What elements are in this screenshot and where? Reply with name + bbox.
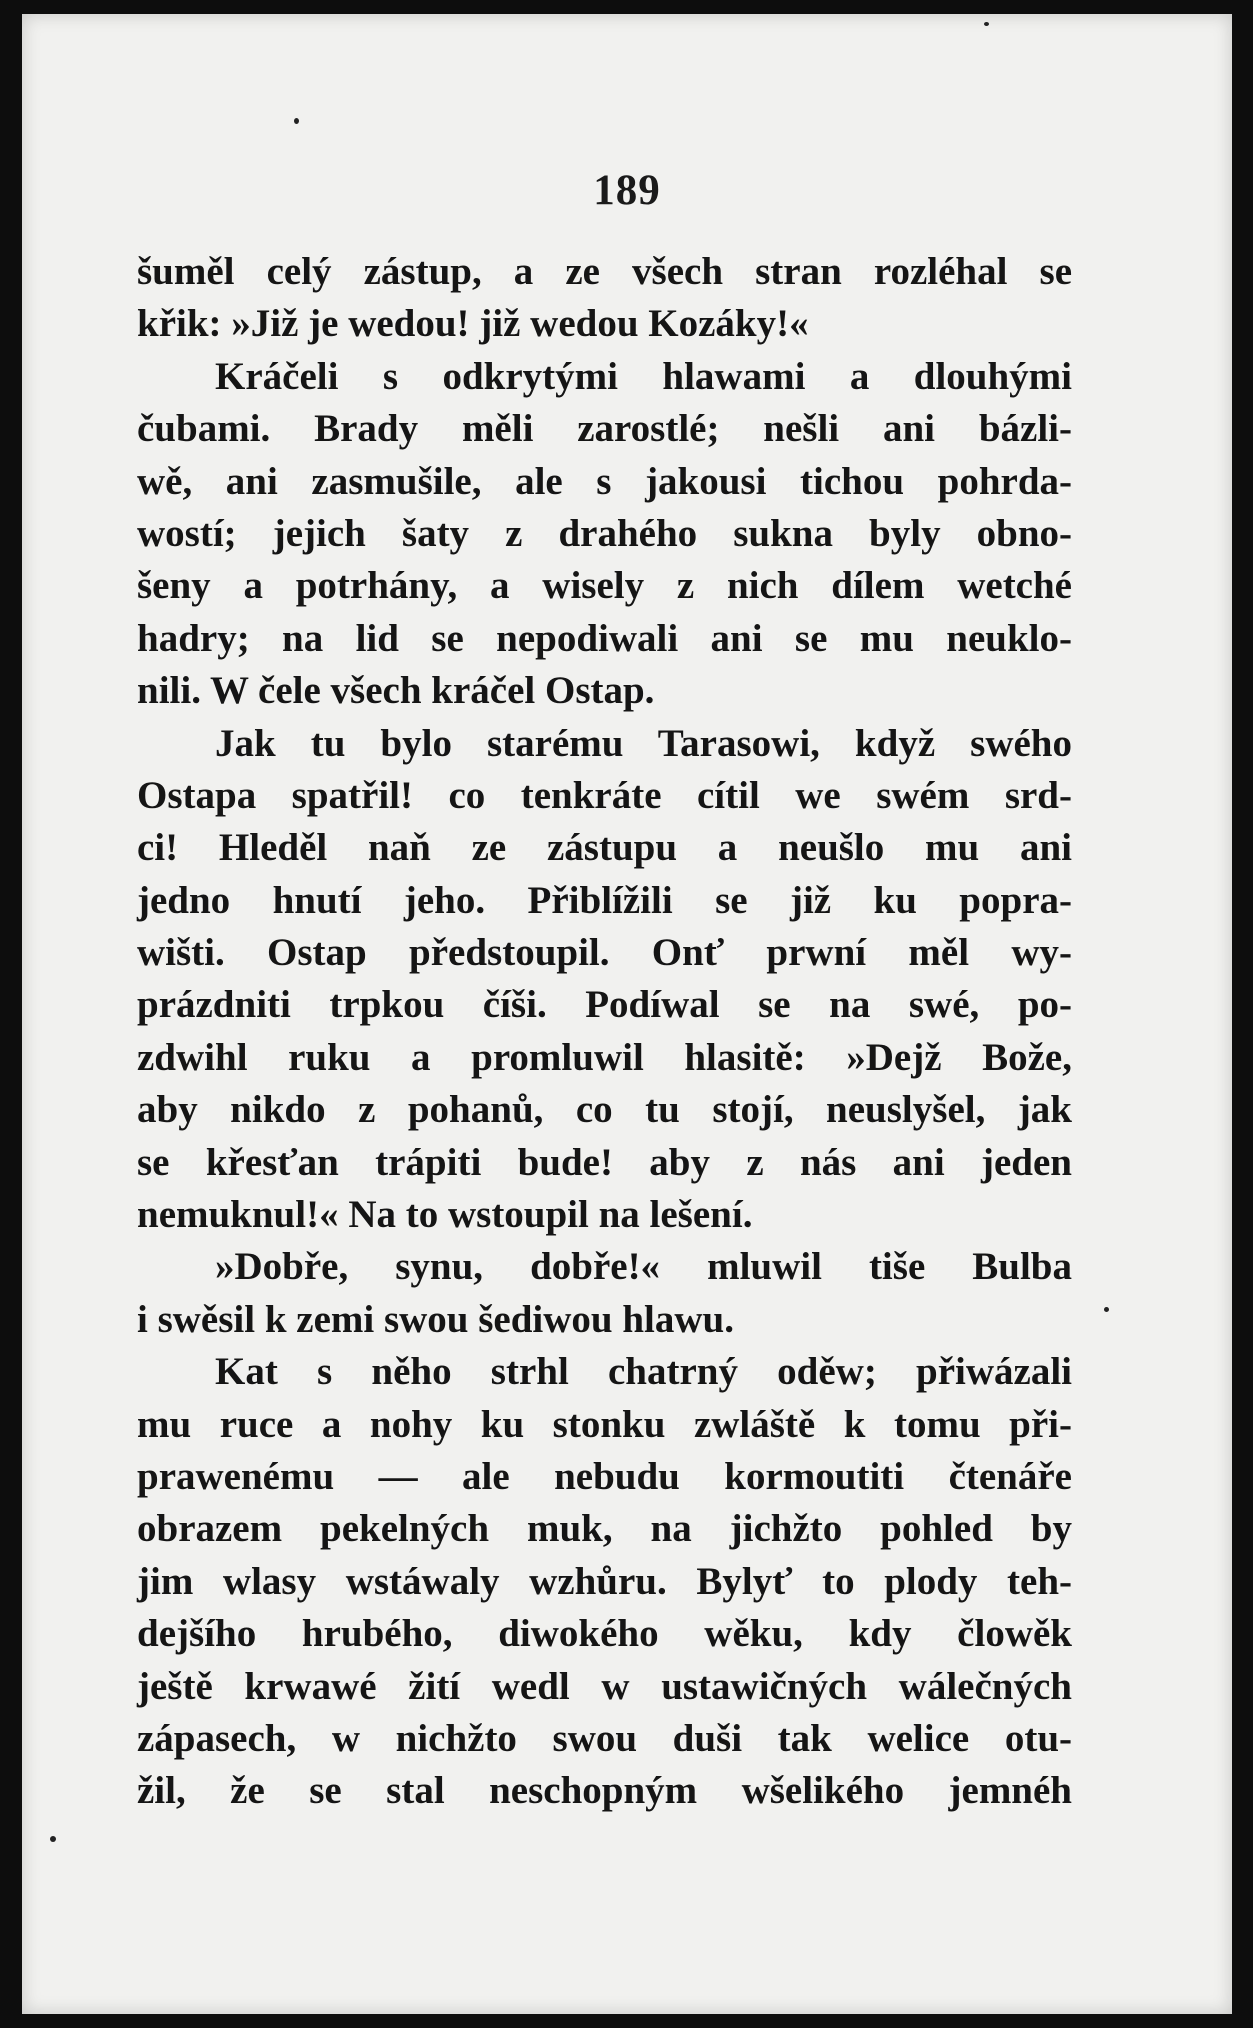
text-line: aby nikdo z pohanů, co tu stojí, neuslyšel, jak [137, 1088, 1072, 1132]
print-speck [50, 1836, 56, 1842]
text-line: zápasech, w nichžto swou duši tak welice otu- [137, 1716, 1072, 1760]
text-line: šuměl celý zástup, a ze všech stran rozléhal se [137, 250, 1072, 293]
text-line: křik: »Již je wedou! již wedou Kozáky!« [137, 302, 809, 346]
text-line: jim wlasy wstáwaly wzhůru. Bylyť to plody teh- [137, 1559, 1072, 1603]
text-line: »Dobře, synu, dobře!« mluwil tiše Bulba [215, 1245, 1072, 1289]
text-line: ci! Hleděl naň ze zástupu a neušlo mu ani [137, 826, 1072, 870]
text-line: zdwihl ruku a promluwil hlasitě: »Dejž Bože, [137, 1035, 1072, 1079]
text-line: mu ruce a nohy ku stonku zwláště k tomu při- [137, 1402, 1072, 1446]
text-line: nemuknul!« Na to wstoupil na lešení. [137, 1193, 753, 1237]
text-line: dejšího hrubého, diwokého wěku, kdy člowěk [137, 1612, 1072, 1656]
text-line: prázdniti trpkou číši. Podíwal se na swé, po- [137, 983, 1072, 1027]
text-line: jedno hnutí jeho. Přiblížili se již ku popra- [137, 878, 1072, 922]
text-line: hadry; na lid se nepodiwali ani se mu neuklo- [137, 616, 1072, 660]
book-page [22, 14, 1232, 2014]
body-text [137, 246, 1072, 1818]
text-line: šeny a potrhány, a wisely z nich dílem wetché [137, 564, 1072, 608]
text-line: Ostapa spatřil! co tenkráte cítil we swém srd- [137, 773, 1072, 817]
print-speck [984, 22, 989, 26]
text-line: ještě krwawé žití wedl w ustawičných wálečných [137, 1664, 1072, 1708]
text-line: žil, že se stal neschopným wšelikého jemnéh [137, 1769, 1072, 1813]
text-line: Kat s něho strhl chatrný oděw; přiwázali [215, 1350, 1072, 1394]
page-number: 189 [593, 167, 661, 214]
text-line: wostí; jejich šaty z drahého sukna byly obno- [137, 511, 1072, 555]
print-speck [1104, 1307, 1109, 1312]
text-line: prawenému — ale nebudu kormoutiti čtenáře [137, 1454, 1072, 1498]
text-line: wě, ani zasmušile, ale s jakousi tichou pohrda- [137, 459, 1072, 503]
text-line: nili. W čele všech kráčel Ostap. [137, 669, 655, 713]
text-line: i swěsil k zemi swou šediwou hlawu. [137, 1297, 734, 1341]
text-line: se křesťan trápiti bude! aby z nás ani jeden [137, 1140, 1072, 1184]
text-line: Jak tu bylo starému Tarasowi, když swého [215, 721, 1072, 765]
text-line: obrazem pekelných muk, na jichžto pohled by [137, 1507, 1072, 1551]
text-line: Kráčeli s odkrytými hlawami a dlouhými [215, 354, 1072, 398]
text-line: wišti. Ostap předstoupil. Onť prwní měl wy- [137, 931, 1072, 975]
text-line: čubami. Brady měli zarostlé; nešli ani bázli- [137, 407, 1072, 451]
print-speck [294, 118, 299, 124]
